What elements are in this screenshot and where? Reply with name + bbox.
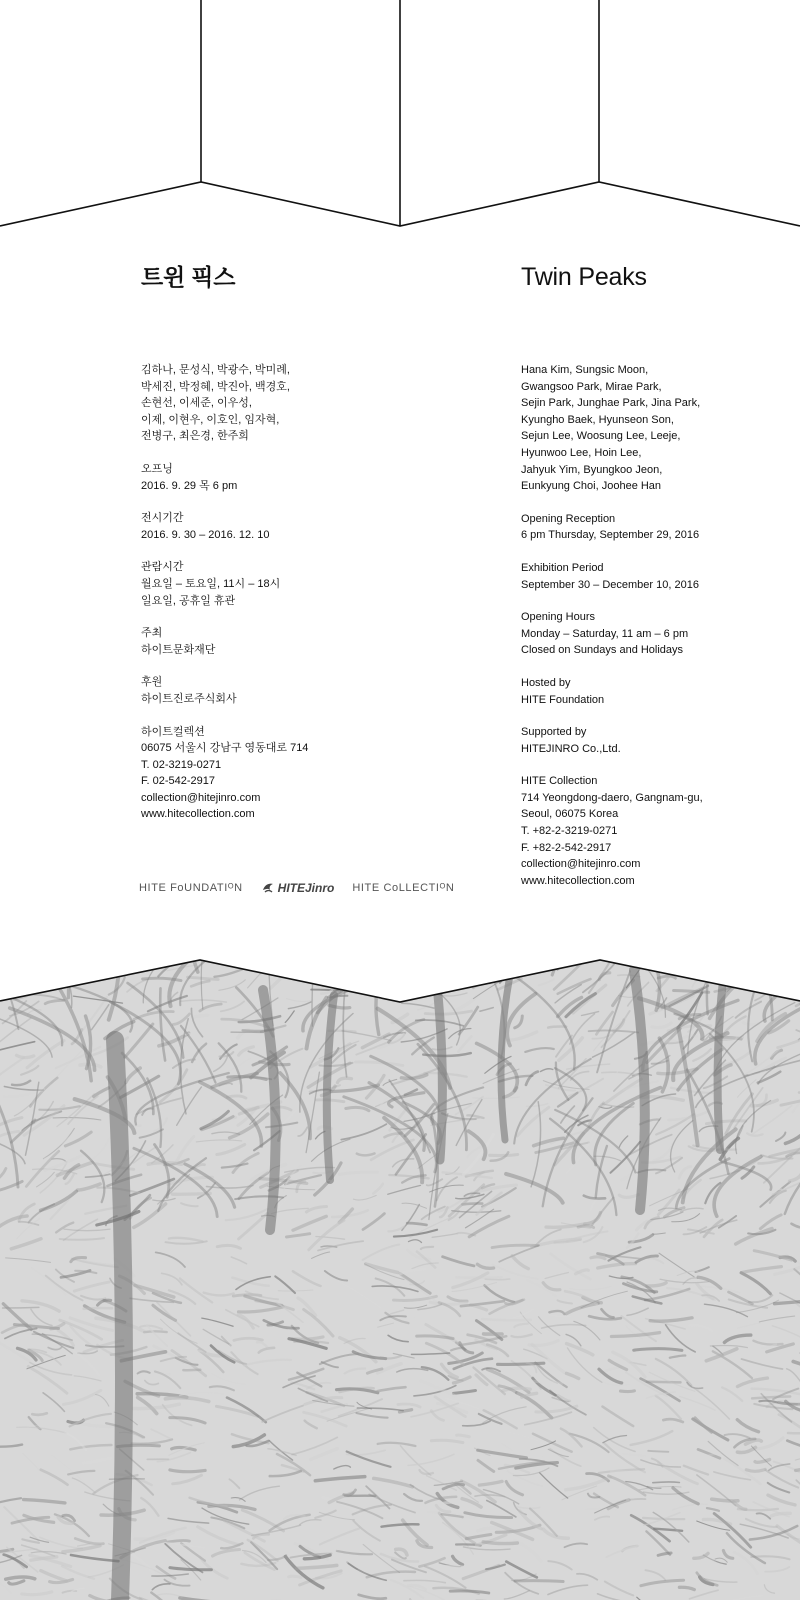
host-block [521, 675, 781, 708]
block-label: 전시기간 [141, 512, 184, 525]
email-line: collection@hitejinro.com [141, 791, 261, 804]
website-line: www.hitecollection.com [521, 874, 635, 887]
block-label: HITE Collection [521, 775, 598, 788]
korean-column [141, 262, 471, 823]
sponsor-block [521, 724, 781, 757]
artist-line: Hyunwoo Lee, Hoin Lee, [521, 446, 642, 459]
fax-line: F. +82-2-542-2917 [521, 841, 612, 854]
artist-line: Jahyuk Yim, Byungkoo Jeon, [521, 463, 663, 476]
hours-block [521, 609, 781, 659]
artist-line: Sejin Park, Junghae Park, Jina Park, [521, 397, 701, 410]
artist-line: 이제, 이현우, 이호인, 임자혁, [141, 413, 280, 426]
block-label: Hosted by [521, 676, 571, 689]
block-label: Supported by [521, 726, 587, 739]
artist-line: 손현선, 이세준, 이우성, [141, 397, 252, 410]
artist-line: 전병구, 최은경, 한주희 [141, 430, 249, 443]
artist-line: 박세진, 박정혜, 박진아, 백경호, [141, 380, 290, 393]
block-value: 하이트문화재단 [141, 643, 216, 656]
block-label: 후원 [141, 676, 163, 689]
english-column [521, 262, 781, 889]
block-value: HITEJINRO Co.,Ltd. [521, 742, 621, 755]
period-block [141, 510, 471, 543]
contact-block [141, 724, 471, 824]
english-artist-list [521, 362, 781, 495]
artist-line: Gwangsoo Park, Mirae Park, [521, 380, 662, 393]
fold-lines-top [0, 0, 800, 240]
block-value: 일요일, 공휴일 휴관 [141, 594, 236, 607]
english-title: Twin Peaks [521, 263, 647, 291]
address-line: 714 Yeongdong-daero, Gangnam-gu, [521, 791, 703, 804]
hite-foundation-logo: HITE FoUNDATIᴼN [139, 882, 243, 894]
contact-block [521, 773, 781, 889]
korean-title: 트윈 픽스 [141, 264, 236, 290]
opening-block [521, 511, 781, 544]
website-line: www.hitecollection.com [141, 808, 255, 821]
block-value: 하이트진로주식회사 [141, 692, 237, 705]
hitejinro-logo [261, 881, 335, 895]
period-block [521, 560, 781, 593]
block-label: Opening Hours [521, 611, 595, 624]
artist-line: Eunkyung Choi, Joohee Han [521, 480, 662, 493]
address-line: Seoul, 06075 Korea [521, 808, 619, 821]
fax-line: F. 02-542-2917 [141, 775, 215, 788]
opening-block [141, 461, 471, 494]
artist-line: Kyungho Baek, Hyunseon Son, [521, 413, 674, 426]
artist-line: 김하나, 문성식, 박광수, 박미례, [141, 364, 290, 376]
block-label: Exhibition Period [521, 561, 604, 574]
block-label: 오프닝 [141, 462, 173, 475]
host-block [141, 625, 471, 658]
block-value: HITE Foundation [521, 693, 605, 706]
block-label: 하이트컬렉션 [141, 725, 205, 738]
block-value: 6 pm Thursday, September 29, 2016 [521, 529, 700, 542]
korean-artist-list [141, 362, 471, 445]
email-line: collection@hitejinro.com [521, 858, 641, 871]
phone-line: T. +82-2-3219-0271 [521, 825, 618, 838]
bird-icon [261, 881, 275, 895]
block-value: 2016. 9. 29 목 6 pm [141, 479, 238, 492]
block-value: 월요일 – 토요일, 11시 – 18시 [141, 577, 281, 590]
artist-line: Sejun Lee, Woosung Lee, Leeje, [521, 430, 681, 443]
hours-block [141, 559, 471, 609]
block-label: 관람시간 [141, 561, 184, 574]
address-line: 06075 서울시 강남구 영동대로 714 [141, 742, 309, 755]
block-label: Opening Reception [521, 512, 616, 525]
sponsor-block [141, 674, 471, 707]
sponsor-logos [139, 878, 454, 898]
artist-line: Hana Kim, Sungsic Moon, [521, 364, 649, 376]
block-value: 2016. 9. 30 – 2016. 12. 10 [141, 528, 270, 541]
block-label: 주최 [141, 627, 163, 640]
phone-line: T. 02-3219-0271 [141, 758, 222, 771]
block-value: Closed on Sundays and Holidays [521, 644, 684, 657]
hitejinro-logo-text: HITEJinro [277, 881, 335, 895]
block-value: Monday – Saturday, 11 am – 6 pm [521, 627, 689, 640]
block-value: September 30 – December 10, 2016 [521, 578, 699, 591]
hite-collection-logo: HITE CoLLECTIᴼN [352, 882, 455, 894]
